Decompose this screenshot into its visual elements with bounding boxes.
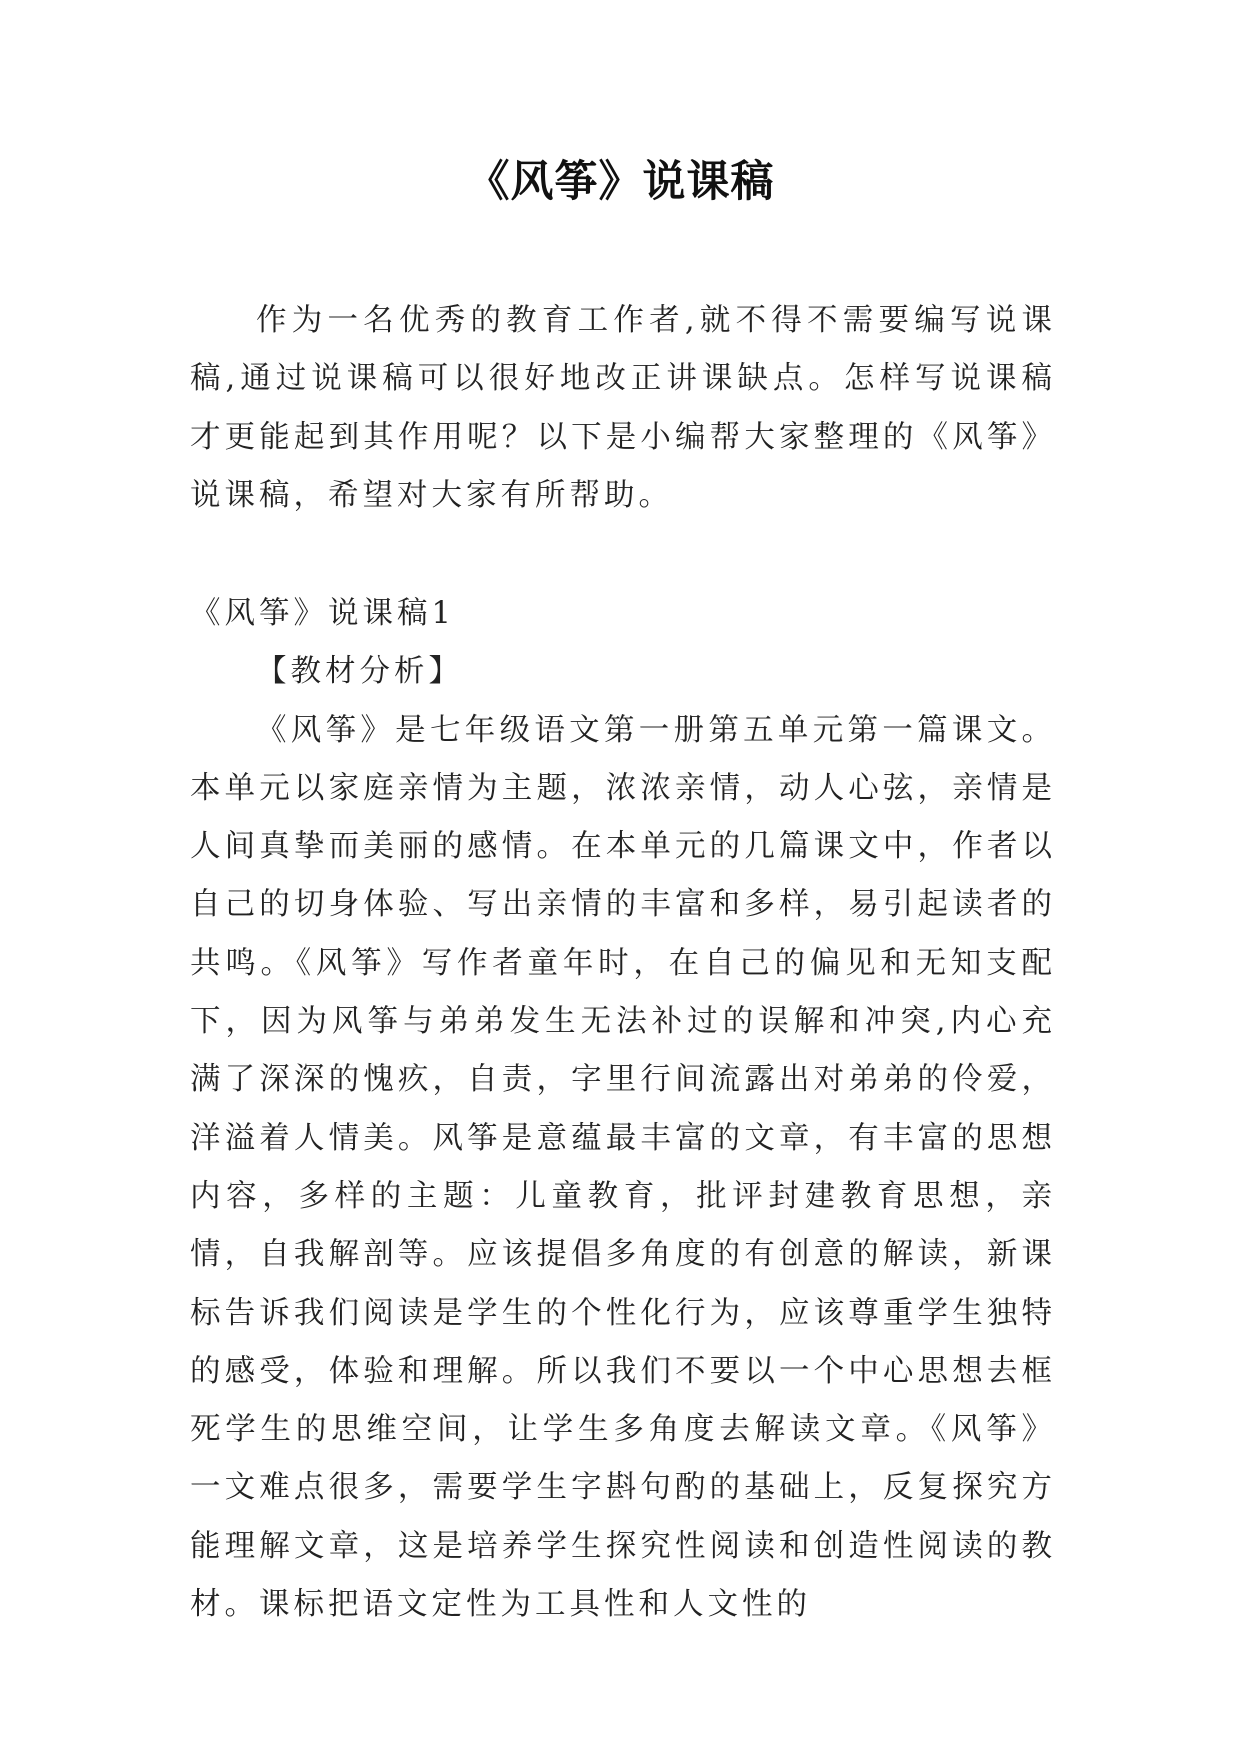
section-title: 《风筝》说课稿1 <box>190 596 455 631</box>
subsection-heading: 【教材分析】 <box>256 654 463 690</box>
section-block <box>190 585 1056 1634</box>
intro-paragraph: 作为一名优秀的教育工作者,就不得不需要编写说课稿,通过说课稿可以很好地改正讲课缺点。怎样写说课稿才更能起到其作用呢？以下是小编帮大家整理的《风筝》说课稿，希望对大家有所帮助。 <box>190 303 1056 513</box>
intro-block <box>190 292 1056 525</box>
body-paragraph: 《风筝》是七年级语文第一册第五单元第一篇课文。本单元以家庭亲情为主题，浓浓亲情，动人心弦，亲情是人间真挚而美丽的感情。在本单元的几篇课文中，作者以自己的切身体验、写出亲情的丰富和多样，易引起读者的共鸣。《风筝》写作者童年时，在自己的偏见和无知支配下，因为风筝与弟弟发生无法补过的误解和冲突,内心充满了深深的愧疚，自责，字里行间流露出对弟弟的伶爱，洋溢着人情美。风筝是意蕴最丰富的文章，有丰富的思想内容，多样的主题：儿童教育，批评封建教育思想，亲情，自我解剖等。应该提倡多角度的有创意的解读，新课标告诉我们阅读是学生的个性化行为，应该尊重学生独特的感受，体验和理解。所以我们不要以一个中心思想去框死学生的思维空间，让学生多角度去解读文章。《风筝》一文难点很多，需要学生字斟句酌的基础上，反复探究方能理解文章，这是培养学生探究性阅读和创造性阅读的教材。课标把语文定性为工具性和人文性的 <box>190 712 1056 1623</box>
document-title: 《风筝》说课稿 <box>466 157 775 207</box>
